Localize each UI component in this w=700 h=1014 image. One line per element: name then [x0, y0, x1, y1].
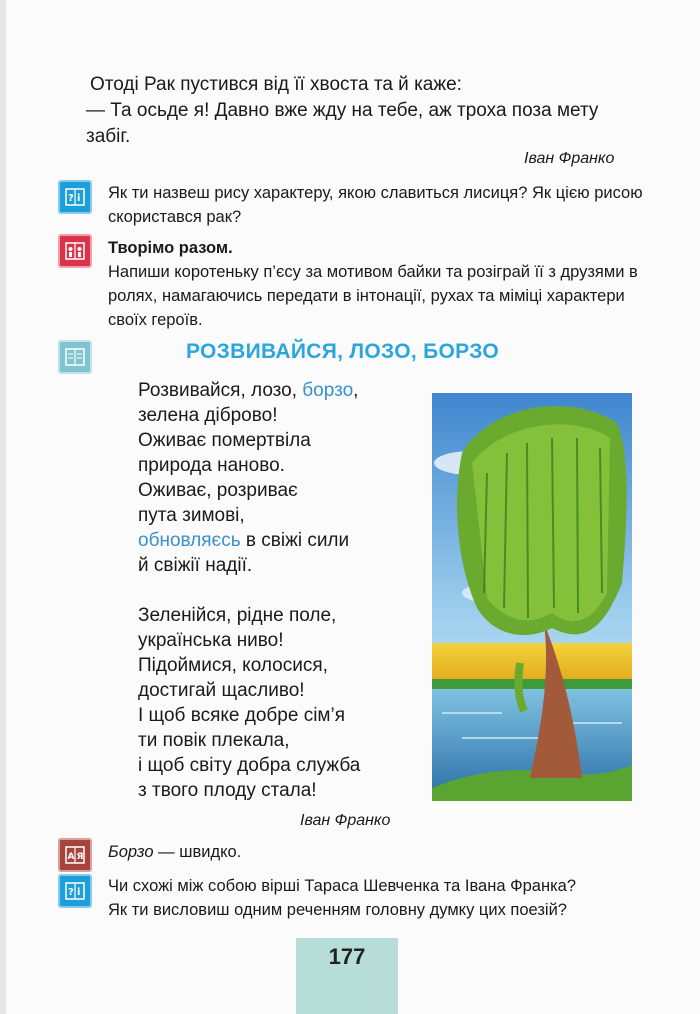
task-question-2: [108, 874, 668, 922]
poem-title: РОЗВИВАЙСЯ, ЛОЗО, БОРЗО: [186, 340, 500, 363]
svg-text:Я: Я: [76, 852, 84, 862]
poem-line: ти повік плекала,: [138, 730, 290, 751]
svg-text:A: A: [67, 852, 75, 862]
poem-line: природа наново.: [138, 455, 285, 476]
poem-line: пута зимові,: [138, 505, 245, 526]
poem-line-text: ,: [353, 380, 359, 401]
dictionary-word: Борзо: [108, 843, 154, 861]
svg-text:?: ?: [68, 193, 74, 204]
svg-text:i: i: [77, 887, 81, 898]
poem-author: Іван Франко: [300, 812, 391, 829]
poem-line: Зеленійся, рідне поле,: [138, 605, 337, 626]
page-number-block: [296, 938, 398, 1014]
poem-stanza-2: [138, 603, 418, 803]
story-author: Іван Франко: [524, 150, 615, 167]
poem-line: [138, 378, 418, 403]
poem-line: Оживає помертвіла: [138, 430, 311, 451]
poem-highlighted-word: обновляєсь: [138, 530, 241, 551]
dictionary-entry-line: [108, 840, 653, 864]
task-question-2-line-2: Як ти висловиш одним реченням головну думку цих поезій?: [108, 901, 567, 919]
dictionary-entry: [108, 840, 653, 864]
svg-text:?: ?: [68, 887, 74, 898]
poem-highlighted-word: борзо: [302, 380, 354, 401]
poem-line: українська ниво!: [138, 630, 284, 651]
story-line-2-text: — Та осьде я! Давно вже жду на тебе, аж троха поза мету забіг.: [86, 100, 599, 147]
task-question-1-text: Як ти назвеш рису характеру, якою славиться лисиця? Як цією рисою скористався рак?: [108, 184, 643, 226]
task-create-heading: Творімо разом.: [108, 239, 233, 257]
poem-stanza-1: [138, 378, 418, 578]
dictionary-book-icon: [58, 838, 92, 872]
task-create: [108, 236, 653, 332]
svg-text:i: i: [77, 193, 81, 204]
task-create-text: Напиши коротеньку п’єсу за мотивом байки та розіграй її з друзями в ролях, намагаючись передати в інтонації, рухах та міміці характери своїх героїв.: [108, 263, 638, 329]
willow-tree-illustration: [432, 393, 632, 801]
poem-line: і щоб світу добра служба: [138, 755, 361, 776]
poem-line: достигай щасливо!: [138, 680, 305, 701]
poem-line-text: Розвивайся, лозо,: [138, 380, 303, 401]
question-book-icon: [58, 874, 92, 908]
story-ending: [86, 72, 636, 150]
poem-line: Підоймися, колосися,: [138, 655, 328, 676]
poem-line-text: в свіжі сили: [240, 530, 350, 551]
poem-line: [138, 528, 418, 553]
page-number: 177: [328, 944, 366, 969]
page-edge: [0, 0, 6, 1014]
dictionary-definition: — швидко.: [153, 843, 242, 861]
task-question-2-line-1: Чи схожі між собою вірші Тараса Шевченка та Івана Франка?: [108, 877, 577, 895]
story-line-1: Отоді Рак пустився від її хвоста та й каже:: [90, 74, 462, 95]
poem-line: зелена діброво!: [138, 405, 278, 426]
open-book-icon: [58, 340, 92, 374]
poem-line: й свіжії надії.: [138, 555, 253, 576]
task-question-1: [108, 181, 653, 229]
poem-line: Оживає, розриває: [138, 480, 298, 501]
question-book-icon: [58, 180, 92, 214]
poem-line: з твого плоду стала!: [138, 780, 317, 801]
story-line-2: [86, 98, 636, 150]
poem-line: І щоб всяке добре сім’я: [138, 705, 345, 726]
creative-book-icon: [58, 234, 92, 268]
